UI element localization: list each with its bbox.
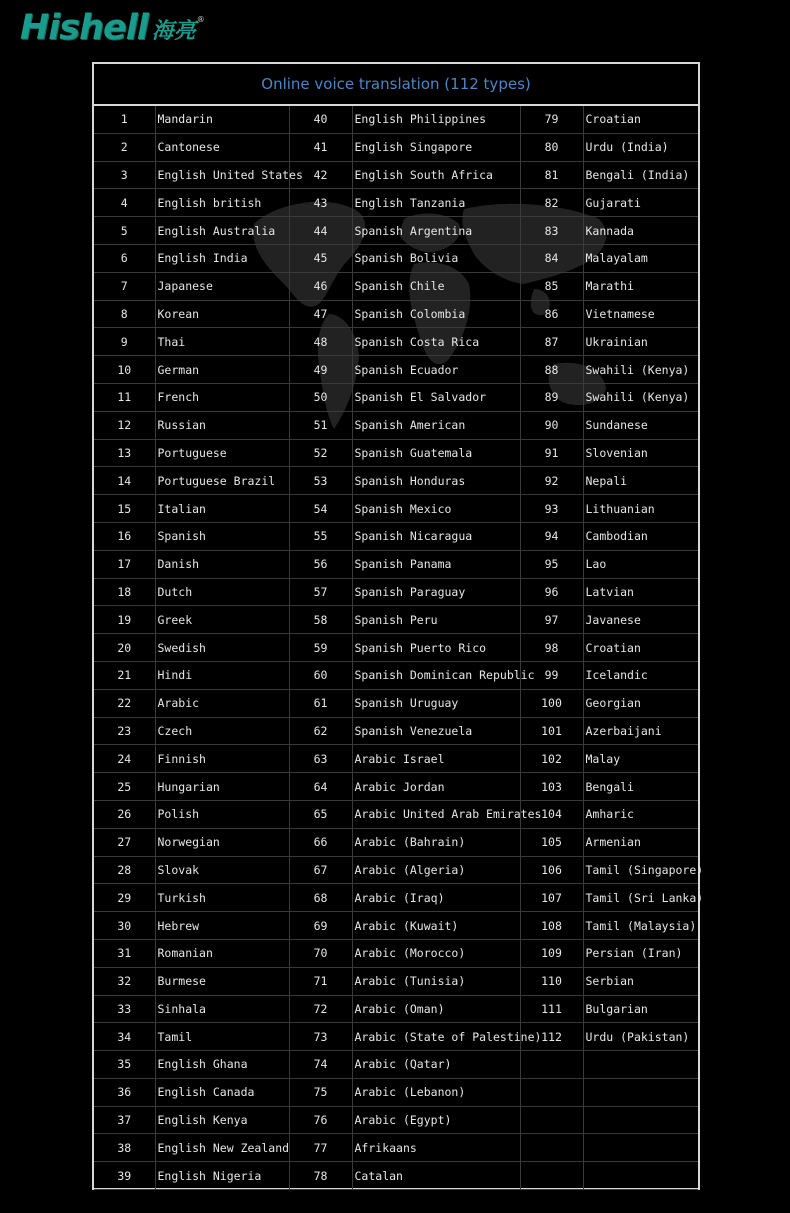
language-name: Arabic (Lebanon) xyxy=(352,1078,520,1106)
table-row xyxy=(94,745,698,773)
language-name: Lithuanian xyxy=(583,495,698,523)
language-name: Hebrew xyxy=(155,912,289,940)
language-number: 32 xyxy=(94,967,155,995)
language-name: Spanish Argentina xyxy=(352,217,520,245)
language-number: 73 xyxy=(289,1023,352,1051)
table-row xyxy=(94,550,698,578)
language-number: 69 xyxy=(289,912,352,940)
table-row xyxy=(94,439,698,467)
language-name: Spanish xyxy=(155,522,289,550)
language-number: 41 xyxy=(289,133,352,161)
language-number: 55 xyxy=(289,522,352,550)
language-number: 19 xyxy=(94,606,155,634)
language-name: Bengali (India) xyxy=(583,161,698,189)
language-number: 5 xyxy=(94,217,155,245)
language-number: 85 xyxy=(520,272,583,300)
language-name: Polish xyxy=(155,800,289,828)
language-number: 89 xyxy=(520,383,583,411)
language-number: 108 xyxy=(520,912,583,940)
language-name: Kannada xyxy=(583,217,698,245)
language-number: 4 xyxy=(94,189,155,217)
logo-cjk-wordmark: 海亮 xyxy=(151,19,196,44)
language-name: Persian (Iran) xyxy=(583,939,698,967)
language-name: Italian xyxy=(155,495,289,523)
language-number: 25 xyxy=(94,773,155,801)
table-row xyxy=(94,884,698,912)
language-name: Tamil (Singapore) xyxy=(583,856,698,884)
language-number: 29 xyxy=(94,884,155,912)
language-name: Norwegian xyxy=(155,828,289,856)
language-number: 43 xyxy=(289,189,352,217)
language-number: 54 xyxy=(289,495,352,523)
language-number: 86 xyxy=(520,300,583,328)
language-name: Spanish Honduras xyxy=(352,467,520,495)
language-name xyxy=(583,1162,698,1190)
table-row xyxy=(94,467,698,495)
language-number: 71 xyxy=(289,967,352,995)
language-number: 81 xyxy=(520,161,583,189)
language-name: Serbian xyxy=(583,967,698,995)
language-number: 47 xyxy=(289,300,352,328)
table-row xyxy=(94,328,698,356)
language-name: Mandarin xyxy=(155,106,289,133)
language-number: 102 xyxy=(520,745,583,773)
logo-wordmark: Hishell xyxy=(20,8,148,48)
language-number: 11 xyxy=(94,383,155,411)
language-name: Georgian xyxy=(583,689,698,717)
table-row xyxy=(94,634,698,662)
table-title: Online voice translation (112 types) xyxy=(94,64,698,106)
language-number: 1 xyxy=(94,106,155,133)
language-name: Armenian xyxy=(583,828,698,856)
language-name: Urdu (Pakistan) xyxy=(583,1023,698,1051)
language-number: 21 xyxy=(94,661,155,689)
language-name: Spanish Puerto Rico xyxy=(352,634,520,662)
language-name: Afrikaans xyxy=(352,1134,520,1162)
language-name: Arabic (Oman) xyxy=(352,995,520,1023)
language-name: Tamil (Malaysia) xyxy=(583,912,698,940)
language-number: 65 xyxy=(289,800,352,828)
language-name: Spanish Uruguay xyxy=(352,689,520,717)
language-name: Marathi xyxy=(583,272,698,300)
table-row xyxy=(94,1023,698,1051)
language-number: 59 xyxy=(289,634,352,662)
language-number: 61 xyxy=(289,689,352,717)
language-name: Sinhala xyxy=(155,995,289,1023)
language-name: English India xyxy=(155,244,289,272)
language-name: Korean xyxy=(155,300,289,328)
language-number: 3 xyxy=(94,161,155,189)
language-name: English Singapore xyxy=(352,133,520,161)
language-number: 16 xyxy=(94,522,155,550)
language-name: Nepali xyxy=(583,467,698,495)
language-number: 112 xyxy=(520,1023,583,1051)
language-number: 82 xyxy=(520,189,583,217)
language-name: Ukrainian xyxy=(583,328,698,356)
language-number: 51 xyxy=(289,411,352,439)
language-number: 12 xyxy=(94,411,155,439)
table-row xyxy=(94,133,698,161)
language-number: 35 xyxy=(94,1051,155,1079)
language-name: English Kenya xyxy=(155,1106,289,1134)
language-name: English Ghana xyxy=(155,1051,289,1079)
language-number: 68 xyxy=(289,884,352,912)
language-number: 45 xyxy=(289,244,352,272)
language-name: Arabic (State of Palestine) xyxy=(352,1023,520,1051)
language-name: Arabic (Bahrain) xyxy=(352,828,520,856)
table-row xyxy=(94,495,698,523)
language-number: 74 xyxy=(289,1051,352,1079)
language-number: 9 xyxy=(94,328,155,356)
language-number: 83 xyxy=(520,217,583,245)
language-name: Arabic xyxy=(155,689,289,717)
language-number: 49 xyxy=(289,356,352,384)
language-number: 31 xyxy=(94,939,155,967)
language-name: English british xyxy=(155,189,289,217)
language-number: 37 xyxy=(94,1106,155,1134)
language-name: Spanish Paraguay xyxy=(352,578,520,606)
table-row xyxy=(94,161,698,189)
language-number: 78 xyxy=(289,1162,352,1190)
language-name: Lao xyxy=(583,550,698,578)
registered-mark: ® xyxy=(196,15,205,24)
language-name: English Philippines xyxy=(352,106,520,133)
language-name: Icelandic xyxy=(583,661,698,689)
table-row xyxy=(94,1134,698,1162)
language-name: Croatian xyxy=(583,634,698,662)
language-name: Arabic (Egypt) xyxy=(352,1106,520,1134)
language-number: 66 xyxy=(289,828,352,856)
language-name: Spanish Colombia xyxy=(352,300,520,328)
table-row xyxy=(94,244,698,272)
language-name: English South Africa xyxy=(352,161,520,189)
language-number: 60 xyxy=(289,661,352,689)
language-name: Japanese xyxy=(155,272,289,300)
language-name: Dutch xyxy=(155,578,289,606)
table-row xyxy=(94,411,698,439)
language-name: German xyxy=(155,356,289,384)
language-name xyxy=(583,1106,698,1134)
language-name: English Nigeria xyxy=(155,1162,289,1190)
language-name: Javanese xyxy=(583,606,698,634)
language-name: Spanish Guatemala xyxy=(352,439,520,467)
table-row xyxy=(94,1078,698,1106)
language-name: Spanish Dominican Republic xyxy=(352,661,520,689)
language-number: 2 xyxy=(94,133,155,161)
language-name: Tamil (Sri Lanka) xyxy=(583,884,698,912)
language-number: 34 xyxy=(94,1023,155,1051)
language-number: 20 xyxy=(94,634,155,662)
language-name: Danish xyxy=(155,550,289,578)
table-row xyxy=(94,578,698,606)
language-number xyxy=(520,1134,583,1162)
language-number xyxy=(520,1051,583,1079)
language-number: 17 xyxy=(94,550,155,578)
language-name: Vietnamese xyxy=(583,300,698,328)
language-number: 67 xyxy=(289,856,352,884)
language-number: 26 xyxy=(94,800,155,828)
language-number: 75 xyxy=(289,1078,352,1106)
language-number: 103 xyxy=(520,773,583,801)
language-name: Hindi xyxy=(155,661,289,689)
language-name: Arabic (Qatar) xyxy=(352,1051,520,1079)
language-number: 100 xyxy=(520,689,583,717)
language-name: Spanish Costa Rica xyxy=(352,328,520,356)
language-name: Cantonese xyxy=(155,133,289,161)
table-row xyxy=(94,300,698,328)
language-name: English New Zealand xyxy=(155,1134,289,1162)
language-name: Spanish Bolivia xyxy=(352,244,520,272)
language-number: 92 xyxy=(520,467,583,495)
language-name: Finnish xyxy=(155,745,289,773)
language-number: 53 xyxy=(289,467,352,495)
language-name: Urdu (India) xyxy=(583,133,698,161)
language-name: Greek xyxy=(155,606,289,634)
language-number: 93 xyxy=(520,495,583,523)
language-name: Spanish Chile xyxy=(352,272,520,300)
language-name: Slovenian xyxy=(583,439,698,467)
table-row xyxy=(94,1051,698,1079)
language-number: 109 xyxy=(520,939,583,967)
language-number: 48 xyxy=(289,328,352,356)
language-number: 88 xyxy=(520,356,583,384)
language-number: 56 xyxy=(289,550,352,578)
table-row xyxy=(94,522,698,550)
language-number: 6 xyxy=(94,244,155,272)
language-name: Arabic (Algeria) xyxy=(352,856,520,884)
language-name: Slovak xyxy=(155,856,289,884)
language-name: Spanish Ecuador xyxy=(352,356,520,384)
language-name: Turkish xyxy=(155,884,289,912)
language-number: 62 xyxy=(289,717,352,745)
table-row xyxy=(94,717,698,745)
table-row xyxy=(94,995,698,1023)
language-name: Arabic (Tunisia) xyxy=(352,967,520,995)
language-number: 87 xyxy=(520,328,583,356)
language-number: 77 xyxy=(289,1134,352,1162)
language-name: Arabic (Iraq) xyxy=(352,884,520,912)
language-number xyxy=(520,1078,583,1106)
language-number: 38 xyxy=(94,1134,155,1162)
language-name: Spanish Nicaragua xyxy=(352,522,520,550)
language-name: Latvian xyxy=(583,578,698,606)
table-row xyxy=(94,1162,698,1190)
language-number: 23 xyxy=(94,717,155,745)
language-number: 111 xyxy=(520,995,583,1023)
table-row xyxy=(94,773,698,801)
language-number: 98 xyxy=(520,634,583,662)
brand-logo xyxy=(20,8,205,48)
language-number: 76 xyxy=(289,1106,352,1134)
language-name: Sundanese xyxy=(583,411,698,439)
language-number: 27 xyxy=(94,828,155,856)
table-row xyxy=(94,828,698,856)
language-number: 91 xyxy=(520,439,583,467)
table-row xyxy=(94,689,698,717)
language-table xyxy=(94,106,704,1190)
language-name: Gujarati xyxy=(583,189,698,217)
language-number: 70 xyxy=(289,939,352,967)
language-name: French xyxy=(155,383,289,411)
language-number: 42 xyxy=(289,161,352,189)
language-name: Catalan xyxy=(352,1162,520,1190)
table-row xyxy=(94,939,698,967)
language-number: 101 xyxy=(520,717,583,745)
language-name: Burmese xyxy=(155,967,289,995)
language-number: 46 xyxy=(289,272,352,300)
language-name: Azerbaijani xyxy=(583,717,698,745)
language-name: Spanish Mexico xyxy=(352,495,520,523)
language-name: Arabic United Arab Emirates xyxy=(352,800,520,828)
language-number: 33 xyxy=(94,995,155,1023)
language-number: 24 xyxy=(94,745,155,773)
language-name: English United States xyxy=(155,161,289,189)
language-number: 22 xyxy=(94,689,155,717)
language-name: Cambodian xyxy=(583,522,698,550)
language-number: 50 xyxy=(289,383,352,411)
language-name: Swahili (Kenya) xyxy=(583,383,698,411)
language-number: 10 xyxy=(94,356,155,384)
table-row xyxy=(94,661,698,689)
language-name: Croatian xyxy=(583,106,698,133)
language-name: Spanish Panama xyxy=(352,550,520,578)
language-number: 36 xyxy=(94,1078,155,1106)
language-number: 57 xyxy=(289,578,352,606)
language-number: 90 xyxy=(520,411,583,439)
table-row xyxy=(94,856,698,884)
language-name: Malayalam xyxy=(583,244,698,272)
language-number: 18 xyxy=(94,578,155,606)
language-number: 40 xyxy=(289,106,352,133)
language-name: Spanish El Salvador xyxy=(352,383,520,411)
language-number: 104 xyxy=(520,800,583,828)
language-table-frame xyxy=(92,62,704,1190)
language-number: 94 xyxy=(520,522,583,550)
language-name: Malay xyxy=(583,745,698,773)
table-row xyxy=(94,800,698,828)
language-name: Czech xyxy=(155,717,289,745)
language-name xyxy=(583,1051,698,1079)
language-name: Arabic Jordan xyxy=(352,773,520,801)
language-name: Romanian xyxy=(155,939,289,967)
language-number: 63 xyxy=(289,745,352,773)
language-name: Swahili (Kenya) xyxy=(583,356,698,384)
language-number: 28 xyxy=(94,856,155,884)
table-row xyxy=(94,189,698,217)
language-name: Bulgarian xyxy=(583,995,698,1023)
language-number: 39 xyxy=(94,1162,155,1190)
language-number: 72 xyxy=(289,995,352,1023)
language-number: 30 xyxy=(94,912,155,940)
language-name: Arabic Israel xyxy=(352,745,520,773)
language-name: Arabic (Morocco) xyxy=(352,939,520,967)
language-name: English Australia xyxy=(155,217,289,245)
table-row xyxy=(94,912,698,940)
language-name: Swedish xyxy=(155,634,289,662)
table-row xyxy=(94,967,698,995)
language-name: Thai xyxy=(155,328,289,356)
language-number: 8 xyxy=(94,300,155,328)
table-row xyxy=(94,272,698,300)
language-name: Spanish Venezuela xyxy=(352,717,520,745)
language-name: Bengali xyxy=(583,773,698,801)
language-number: 95 xyxy=(520,550,583,578)
language-number: 15 xyxy=(94,495,155,523)
language-number: 79 xyxy=(520,106,583,133)
language-name: Russian xyxy=(155,411,289,439)
language-name: Hungarian xyxy=(155,773,289,801)
language-number: 97 xyxy=(520,606,583,634)
language-name: English Tanzania xyxy=(352,189,520,217)
language-number xyxy=(520,1162,583,1190)
language-name: Arabic (Kuwait) xyxy=(352,912,520,940)
language-name: Amharic xyxy=(583,800,698,828)
language-number: 107 xyxy=(520,884,583,912)
language-number: 96 xyxy=(520,578,583,606)
language-name: Tamil xyxy=(155,1023,289,1051)
language-number: 64 xyxy=(289,773,352,801)
language-name: Spanish American xyxy=(352,411,520,439)
language-number: 84 xyxy=(520,244,583,272)
language-number xyxy=(520,1106,583,1134)
language-number: 13 xyxy=(94,439,155,467)
table-row xyxy=(94,217,698,245)
language-number: 99 xyxy=(520,661,583,689)
table-row xyxy=(94,106,698,133)
language-number: 106 xyxy=(520,856,583,884)
language-number: 105 xyxy=(520,828,583,856)
language-name: English Canada xyxy=(155,1078,289,1106)
language-name: Portuguese xyxy=(155,439,289,467)
language-number: 14 xyxy=(94,467,155,495)
language-table-body xyxy=(94,106,704,1190)
language-number: 44 xyxy=(289,217,352,245)
language-number: 58 xyxy=(289,606,352,634)
language-number: 52 xyxy=(289,439,352,467)
language-number: 80 xyxy=(520,133,583,161)
language-number: 110 xyxy=(520,967,583,995)
table-row xyxy=(94,383,698,411)
language-number: 7 xyxy=(94,272,155,300)
table-row xyxy=(94,1106,698,1134)
table-row xyxy=(94,606,698,634)
language-name xyxy=(583,1078,698,1106)
language-name: Spanish Peru xyxy=(352,606,520,634)
language-name: Portuguese Brazil xyxy=(155,467,289,495)
language-name xyxy=(583,1134,698,1162)
table-row xyxy=(94,356,698,384)
